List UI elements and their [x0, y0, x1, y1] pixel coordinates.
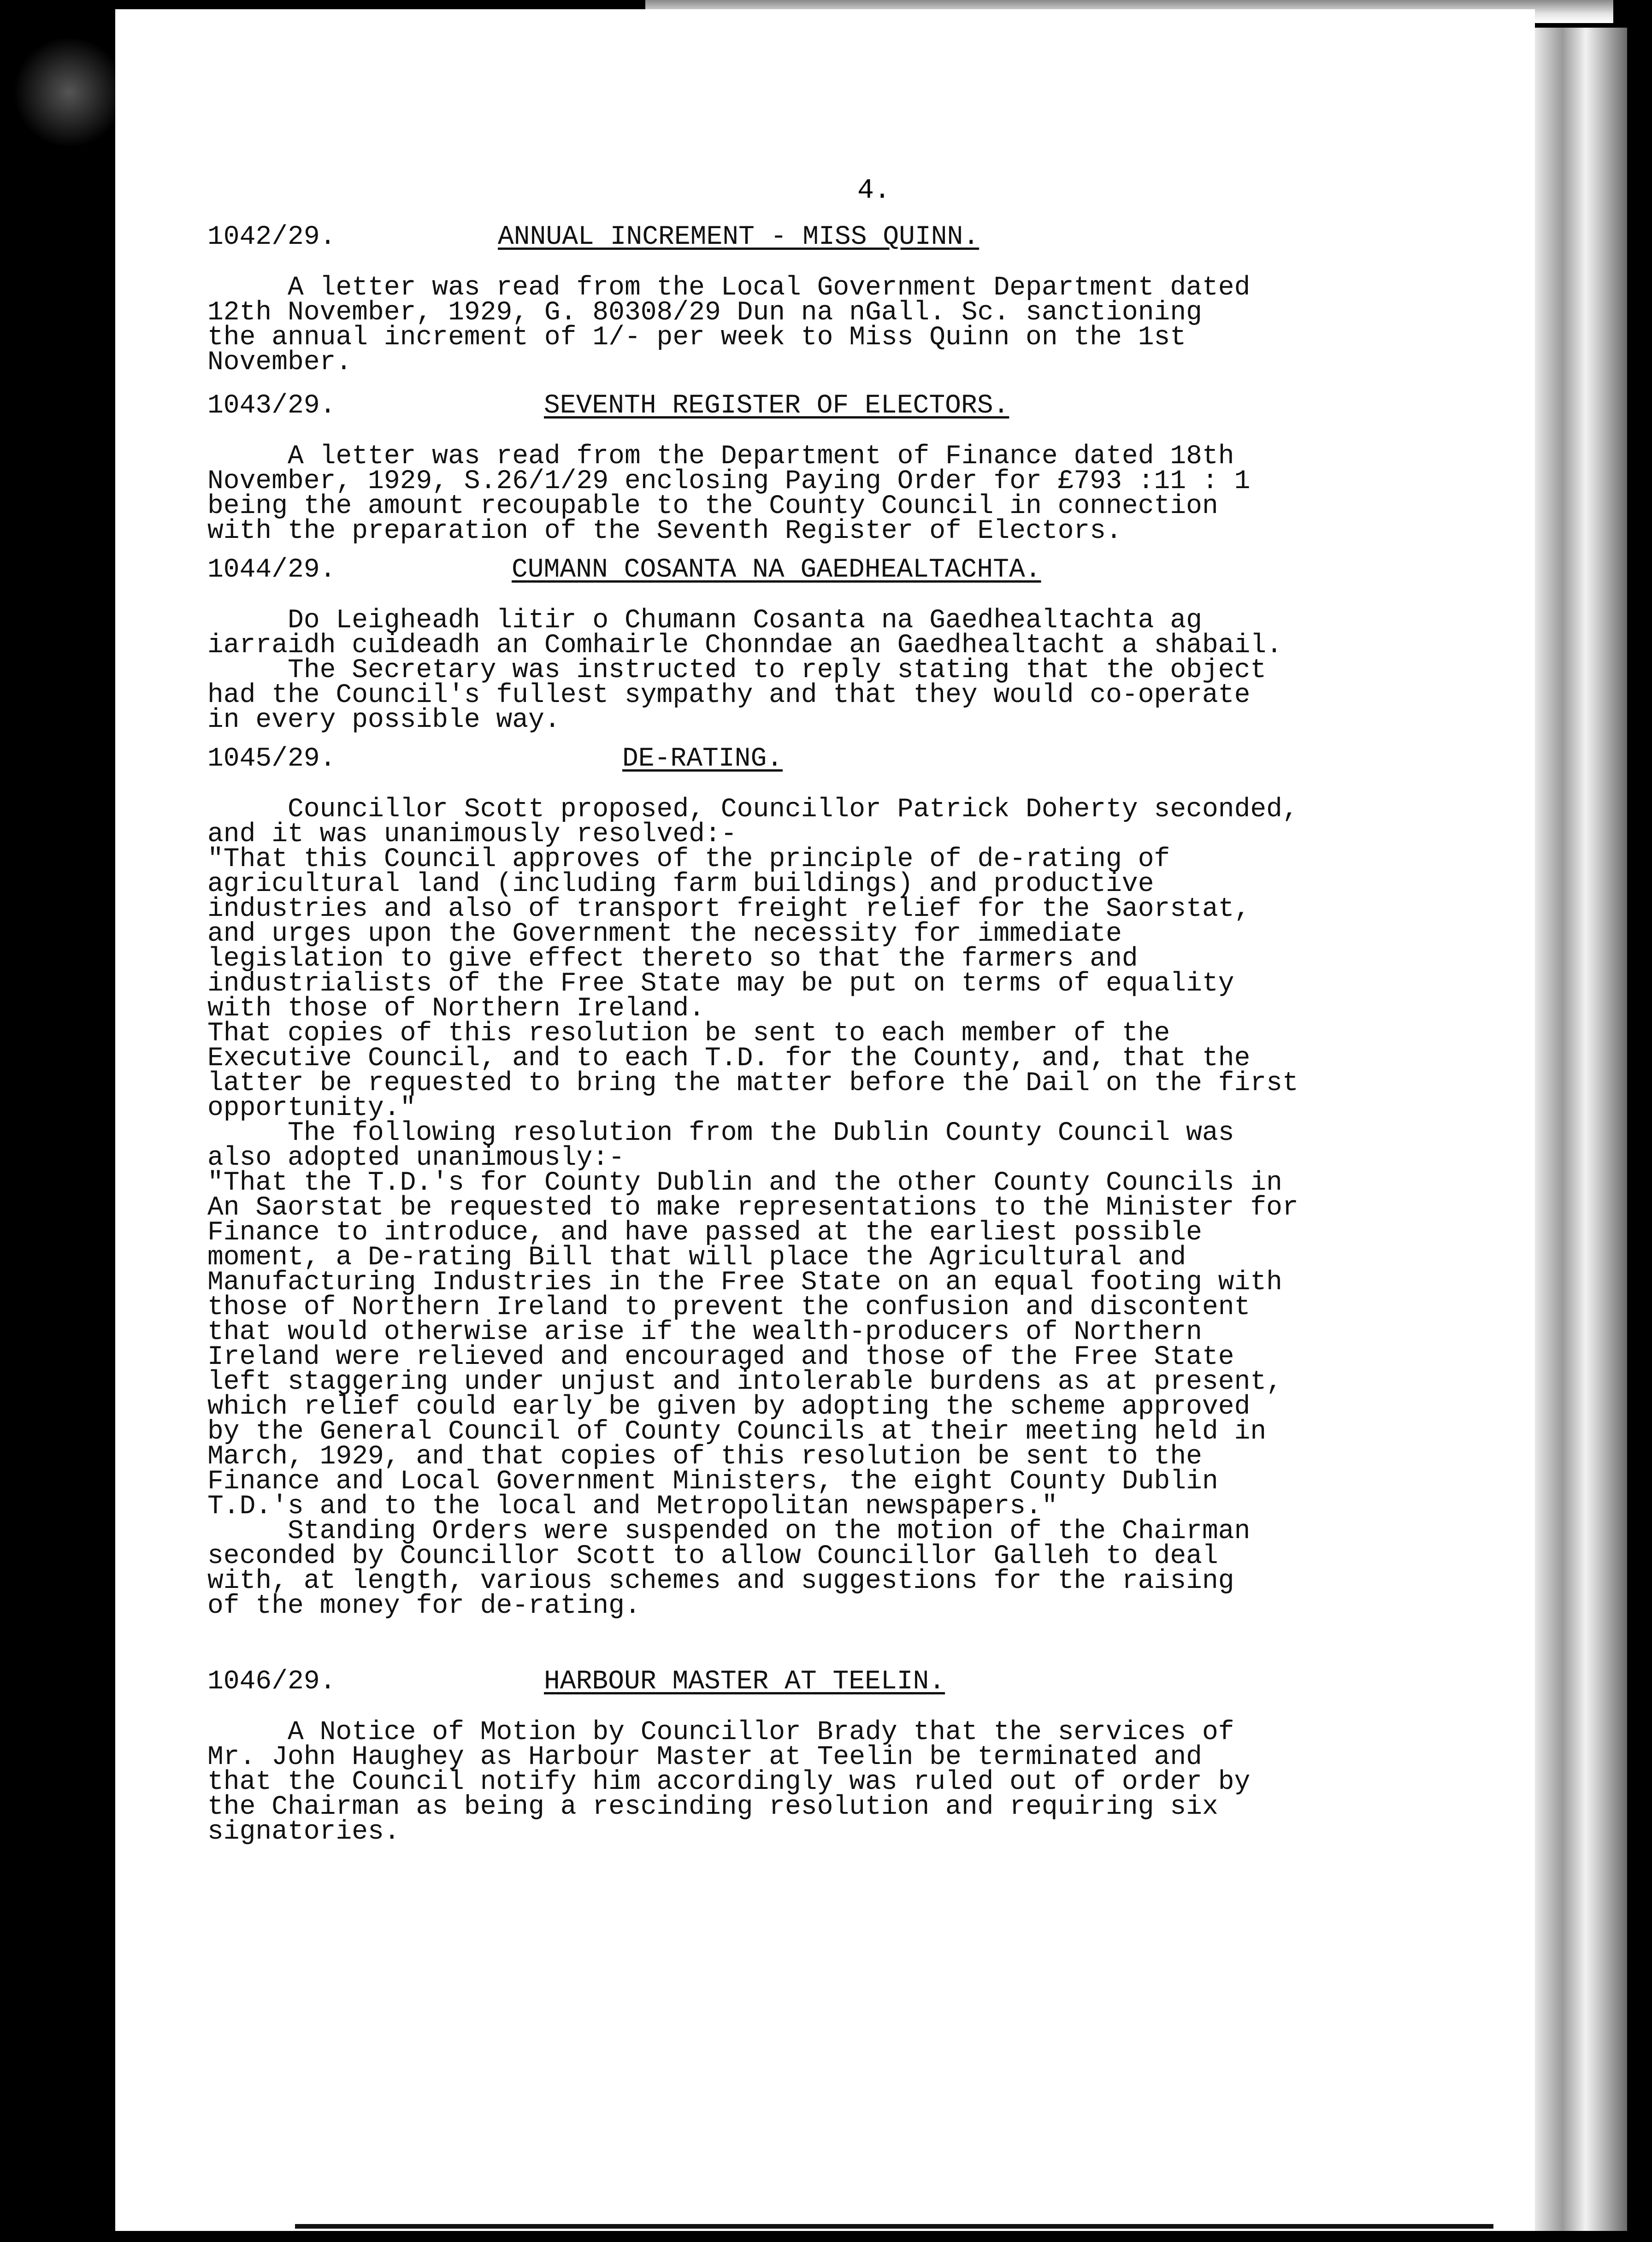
section-heading — [207, 391, 1452, 431]
text-line: iarraidh cuideadh an Comhairle Chonndae an Gaedhealtacht a shabail. — [207, 631, 1282, 661]
minute-ref: 1046/29. — [207, 1667, 336, 1697]
section-title: SEVENTH REGISTER OF ELECTORS. — [544, 391, 1009, 421]
section-body — [207, 444, 1452, 544]
bottom-rule — [295, 2224, 1493, 2229]
text-line: Finance and Local Government Ministers, the eight County Dublin — [207, 1467, 1218, 1497]
text-line: those of Northern Ireland to prevent the confusion and discontent — [207, 1292, 1251, 1322]
text-line: seconded by Councillor Scott to allow Councillor Galleh to deal — [207, 1541, 1218, 1571]
text-line: opportunity." — [207, 1093, 416, 1123]
document-body — [207, 175, 1452, 1845]
text-line: 12th November, 1929, G. 80308/29 Dun na nGall. Sc. sanctioning — [207, 298, 1202, 328]
text-line: signatories. — [207, 1817, 400, 1847]
text-line: "That the T.D.'s for County Dublin and the other County Councils in — [207, 1168, 1282, 1198]
text-line: left staggering under unjust and intolerable burdens as at present, — [207, 1367, 1282, 1397]
minute-ref: 1042/29. — [207, 222, 336, 252]
section-body — [207, 1717, 1452, 1847]
text-line: and urges upon the Government the necessity for immediate — [207, 919, 1122, 949]
text-line: Mr. John Haughey as Harbour Master at Teelin be terminated and — [207, 1742, 1202, 1772]
text-line: the Chairman as being a rescinding resolution and requiring six — [207, 1792, 1218, 1822]
text-line: of the money for de-rating. — [207, 1591, 641, 1621]
text-line: with the preparation of the Seventh Register of Electors. — [207, 516, 1122, 546]
text-line: being the amount recoupable to the County Council in connection — [207, 491, 1218, 521]
text-line: legislation to give effect thereto so that the farmers and — [207, 944, 1138, 974]
section-heading — [207, 222, 1452, 262]
text-line: March, 1929, and that copies of this resolution be sent to the — [207, 1442, 1202, 1472]
section-body — [207, 273, 1452, 378]
text-line: A Notice of Motion by Councillor Brady that the services of — [207, 1717, 1234, 1747]
text-line: agricultural land (including farm buildings) and productive — [207, 869, 1154, 899]
section-body — [207, 797, 1452, 1619]
section-title: ANNUAL INCREMENT - MISS QUINN. — [498, 222, 979, 252]
text-line: industrialists of the Free State may be put on terms of equality — [207, 969, 1234, 999]
text-line: in every possible way. — [207, 705, 560, 735]
text-line: Standing Orders were suspended on the motion of the Chairman — [207, 1516, 1251, 1546]
text-line: also adopted unanimously:- — [207, 1143, 625, 1173]
minute-ref: 1043/29. — [207, 391, 336, 421]
text-line: Manufacturing Industries in the Free State on an equal footing with — [207, 1268, 1282, 1298]
section-heading — [207, 1667, 1452, 1706]
text-line: industries and also of transport freight relief for the Saorstat, — [207, 894, 1251, 924]
scan-border-left — [0, 0, 115, 2242]
text-line: A letter was read from the Department of Finance dated 18th — [207, 442, 1234, 472]
text-line: the annual increment of 1/- per week to Miss Quinn on the 1st — [207, 323, 1186, 353]
text-line: had the Council's fullest sympathy and that they would co-operate — [207, 680, 1251, 710]
section-heading — [207, 744, 1452, 784]
text-line: Councillor Scott proposed, Councillor Patrick Doherty seconded, — [207, 795, 1298, 825]
text-line: which relief could early be given by adopting the scheme approved — [207, 1392, 1251, 1422]
text-line: that would otherwise arise if the wealth-producers of Northern — [207, 1317, 1202, 1347]
page-number: 4. — [857, 175, 891, 206]
text-line: Ireland were relieved and encouraged and those of the Free State — [207, 1342, 1234, 1372]
text-line: A letter was read from the Local Government Department dated — [207, 273, 1251, 303]
text-line: latter be requested to bring the matter before the Dail on the first — [207, 1068, 1298, 1098]
text-line: The following resolution from the Dublin County Council was — [207, 1118, 1234, 1148]
text-line: Executive Council, and to each T.D. for the County, and, that the — [207, 1044, 1251, 1074]
section-heading — [207, 555, 1452, 595]
text-line: That copies of this resolution be sent to each member of the — [207, 1019, 1170, 1049]
minute-ref: 1044/29. — [207, 555, 336, 585]
section-title: DE-RATING. — [622, 744, 783, 774]
section-body — [207, 608, 1452, 733]
text-line: with those of Northern Ireland. — [207, 994, 705, 1024]
text-line: "That this Council approves of the principle of de-rating of — [207, 844, 1170, 874]
text-line: Do Leigheadh litir o Chumann Cosanta na Gaedhealtachta ag — [207, 606, 1202, 636]
minute-ref: 1045/29. — [207, 744, 336, 774]
text-line: The Secretary was instructed to reply stating that the object — [207, 655, 1267, 685]
text-line: An Saorstat be requested to make representations to the Minister for — [207, 1193, 1298, 1223]
section-title: HARBOUR MASTER AT TEELIN. — [544, 1667, 945, 1697]
scan-border-right — [1535, 28, 1627, 2231]
text-line: November. — [207, 348, 352, 378]
text-line: moment, a De-rating Bill that will place the Agricultural and — [207, 1243, 1186, 1273]
section-title: CUMANN COSANTA NA GAEDHEALTACHTA. — [512, 555, 1041, 585]
text-line: by the General Council of County Councils at their meeting held in — [207, 1417, 1267, 1447]
text-line: that the Council notify him accordingly was ruled out of order by — [207, 1767, 1251, 1797]
text-line: with, at length, various schemes and suggestions for the raising — [207, 1566, 1234, 1596]
text-line: and it was unanimously resolved:- — [207, 820, 737, 850]
text-line: Finance to introduce, and have passed at the earliest possible — [207, 1218, 1202, 1248]
text-line: T.D.'s and to the local and Metropolitan newspapers." — [207, 1492, 1058, 1522]
text-line: November, 1929, S.26/1/29 enclosing Paying Order for £793 :11 : 1 — [207, 466, 1251, 496]
